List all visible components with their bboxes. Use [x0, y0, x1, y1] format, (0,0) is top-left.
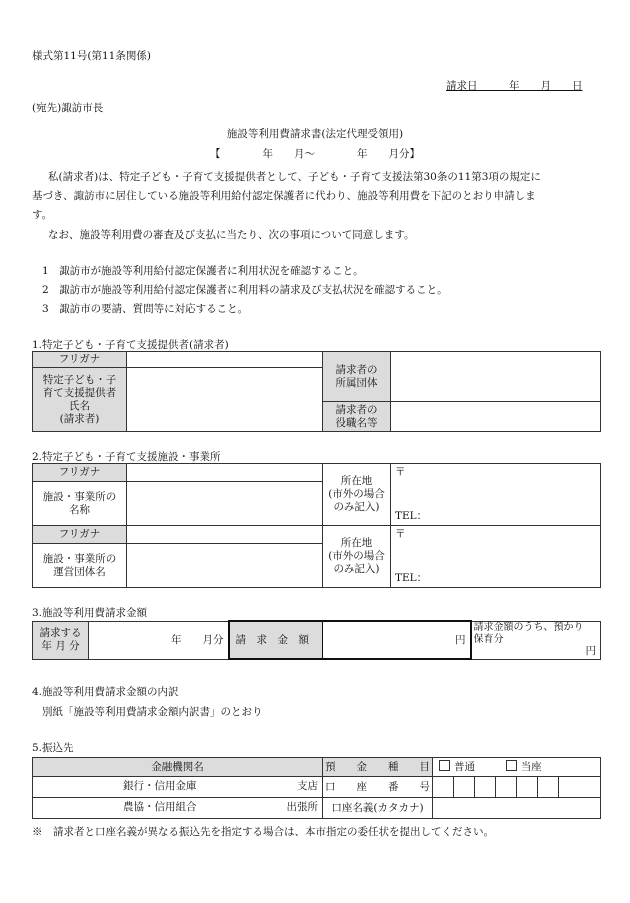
postal-mark: 〒: [395, 528, 406, 540]
amount-input[interactable]: 円: [323, 621, 471, 659]
facility-name-input[interactable]: [127, 482, 323, 526]
checkbox-icon[interactable]: [506, 760, 517, 771]
billing-month-input[interactable]: 年 月分: [89, 621, 229, 659]
paragraph-line-1: 私(請求者)は、特定子ども・子育て支援提供者として、子ども・子育て支援法第30条の11第3項の規定に: [48, 171, 541, 183]
tel-label: TEL：: [395, 572, 428, 584]
breakdown-reference: 別紙「施設等利用費請求金額内訳書」のとおり: [42, 706, 263, 718]
branch-name-input[interactable]: [33, 798, 323, 819]
childcare-amount-label: 請求金額のうち、預かり 保育分: [473, 621, 584, 645]
billing-period[interactable]: 【 年 月～ 年 月分】: [210, 148, 420, 160]
childcare-yen: 円: [585, 644, 596, 657]
section-2-heading: 2.特定子ども・子育て支援施設・事業所: [32, 451, 221, 463]
form-number: 様式第11号(第11条関係): [32, 50, 151, 62]
account-digit[interactable]: [475, 777, 496, 798]
account-number-label: 口 座 番 号: [323, 777, 433, 798]
account-digit[interactable]: [559, 777, 601, 798]
applicant-name-input[interactable]: [127, 368, 323, 432]
furigana-input[interactable]: [127, 352, 323, 368]
consent-item: 1 諏訪市が施設等利用給付認定保護者に利用状況を確認すること。: [42, 265, 364, 277]
consent-paragraph: なお、施設等利用費の審査及び支払に当たり、次の事項について同意します。: [48, 229, 415, 241]
facility-name-label: 施設・事業所の 名称: [33, 482, 127, 526]
bank-name-label: 金融機関名: [33, 758, 323, 777]
operator-furigana-label: フリガナ: [33, 526, 127, 544]
billing-month-label: 請求する 年 月 分: [33, 621, 89, 659]
applicant-name-label: 特定子ども・子 育て支援提供者 氏名 (請求者): [33, 368, 127, 432]
account-holder-input[interactable]: [433, 798, 601, 819]
paragraph-line-2: 基づき、諏訪市に居住している施設等利用給付認定保護者に代わり、施設等利用費を下記のとおり申請しま: [32, 190, 536, 202]
account-holder-label: 口座名義(カタカナ): [323, 798, 433, 819]
bank-name-input[interactable]: [33, 777, 323, 798]
request-date[interactable]: 請求日 年 月 日: [446, 80, 583, 92]
addressee: (宛先)諏訪市長: [32, 102, 104, 114]
section-4-heading: 4.施設等利用費請求金額の内訳: [32, 686, 179, 698]
paragraph-line-3: す。: [32, 209, 53, 221]
bank-type-1: 銀行・信用金庫: [123, 780, 197, 792]
facility-address-input[interactable]: [391, 464, 601, 526]
checkbox-icon[interactable]: [439, 760, 450, 771]
section-3-heading: 3.施設等利用費請求金額: [32, 607, 148, 619]
org-label: 請求者の 所属団体: [323, 352, 391, 402]
operator-name-label: 施設・事業所の 運営団体名: [33, 544, 127, 588]
footnote: ※ 請求者と口座名義が異なる振込先を指定する場合は、本市指定の委任状を提出してください。: [32, 826, 494, 838]
facility-furigana-label: フリガナ: [33, 464, 127, 482]
position-label: 請求者の 役職名等: [323, 402, 391, 432]
org-input[interactable]: [391, 352, 601, 402]
facility-furigana-input[interactable]: [127, 464, 323, 482]
deposit-type-label: 預 金 種 目: [323, 758, 433, 777]
account-digit[interactable]: [454, 777, 475, 798]
childcare-amount-input[interactable]: [471, 621, 601, 659]
option-normal[interactable]: 普通: [439, 761, 475, 773]
branch-type-2: 出張所: [286, 801, 318, 813]
operator-address-input[interactable]: [391, 526, 601, 588]
operator-furigana-input[interactable]: [127, 526, 323, 544]
furigana-label: フリガナ: [33, 352, 127, 368]
account-digit[interactable]: [538, 777, 559, 798]
account-digit[interactable]: [496, 777, 517, 798]
amount-table: [32, 620, 601, 660]
operator-address-label: 所在地 (市外の場合 のみ記入): [323, 526, 391, 588]
applicant-table: [32, 351, 601, 432]
facility-address-label: 所在地 (市外の場合 のみ記入): [323, 464, 391, 526]
position-input[interactable]: [391, 402, 601, 432]
operator-name-input[interactable]: [127, 544, 323, 588]
section-1-heading: 1.特定子ども・子育て支援提供者(請求者): [32, 339, 229, 351]
branch-type-1: 支店: [297, 780, 318, 792]
consent-item: 2 諏訪市が施設等利用給付認定保護者に利用料の請求及び支払状況を確認すること。: [42, 284, 448, 296]
facility-table: [32, 463, 601, 588]
bank-type-2: 農協・信用組合: [123, 801, 197, 813]
section-5-heading: 5.振込先: [32, 742, 74, 754]
deposit-type-options: [433, 758, 601, 777]
document-title: 施設等利用費請求書(法定代理受領用): [226, 128, 404, 140]
option-current[interactable]: 当座: [506, 761, 542, 773]
tel-label: TEL：: [395, 510, 428, 522]
account-digit[interactable]: [433, 777, 454, 798]
account-digit[interactable]: [517, 777, 538, 798]
amount-label: 請 求 金 額: [229, 621, 323, 659]
consent-item: 3 諏訪市の要請、質問等に対応すること。: [42, 303, 249, 315]
postal-mark: 〒: [395, 466, 406, 478]
bank-table: [32, 757, 601, 819]
